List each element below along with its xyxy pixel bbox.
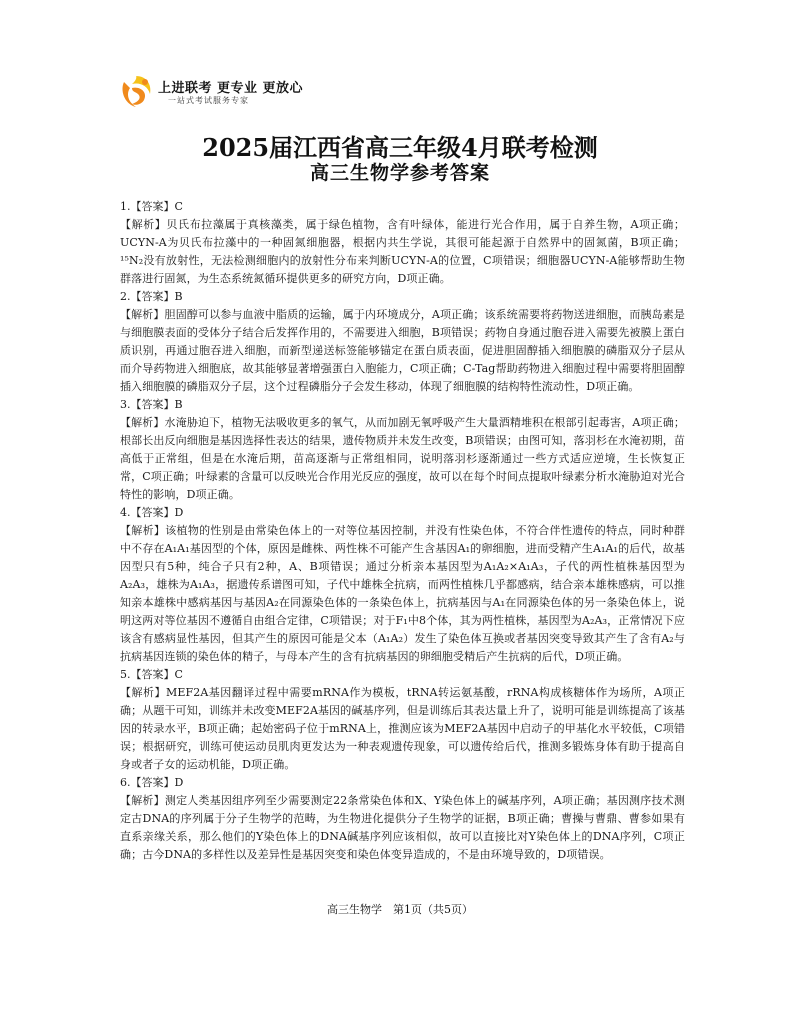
answer-analysis: 【解析】胆固醇可以参与血液中脂质的运输，属于内环境成分，A项正确；该系统需要将药物送进细胞，而胰岛素是与细胞膜表面的受体分子结合后发挥作用的，不需要进入细胞，B项错误；药物自身通过胞吞进入需要先被膜上蛋白质识别，再通过胞吞进入细胞，而新型递送标签能够锚定在蛋白质表面，促进胆固醇插入细胞膜的磷脂双分子层从而介导药物进入细胞底，故其能够显著增强蛋白入胞能力，C项正确；C-Tag帮助药物进入细胞过程中需要将胆固醇插入细胞膜的磷脂双分子层，这个过程磷脂分子会发生移动，体现了细胞膜的结构特性流动性，D项正确。 xyxy=(120,308,685,393)
answer-label: 4.【答案】D xyxy=(120,506,184,519)
answer-item-4 xyxy=(120,504,685,666)
logo-tagline: 一站式考试服务专家 xyxy=(168,96,249,105)
answer-item-3 xyxy=(120,396,685,504)
answer-label: 5.【答案】C xyxy=(120,668,183,681)
answer-label: 2.【答案】B xyxy=(120,290,183,303)
answer-list xyxy=(120,198,685,864)
answer-label: 1.【答案】C xyxy=(120,200,183,213)
page-title: 2025届江西省高三年级4月联考检测 xyxy=(202,133,598,162)
answer-label: 3.【答案】B xyxy=(120,398,183,411)
answer-item-6 xyxy=(120,774,685,864)
logo-slogan: 上进联考 更专业 更放心 xyxy=(158,81,304,96)
answer-analysis: 【解析】水淹胁迫下，植物无法吸收更多的氧气，从而加剧无氧呼吸产生大量酒精堆积在根部引起毒害，A项正确；根部长出反向细胞是基因选择性表达的结果，遗传物质并未发生改变，B项错误；由图可知，落羽杉在水淹初期，苗高低于正常组，但是在水淹后期，苗高逐渐与正常组相同，说明落羽杉逐渐通过一些方式适应逆境，生长恢复正常，C项正确；叶绿素的含量可以反映光合作用光反应的强度，故可以在每个时间点提取叶绿素分析水淹胁迫对光合特性的影响，D项正确。 xyxy=(120,416,685,501)
answer-analysis: 【解析】MEF2A基因翻译过程中需要mRNA作为模板，tRNA转运氨基酸，rRNA构成核糖体作为场所，A项正确；从题干可知，训练并未改变MEF2A基因的碱基序列，但是训练后其表达量上升了，说明可能是训练提高了该基因的转录水平，B项正确；起始密码子位于mRNA上，推测应该为MEF2A基因中启动子的甲基化水平较低，C项错误；根据研究，训练可使运动员肌肉更发达为一种表观遗传现象，可以遗传给后代，推测多锻炼身体有助于提高自身或者子女的运动机能，D项正确。 xyxy=(120,686,685,771)
answer-label: 6.【答案】D xyxy=(120,776,184,789)
answer-analysis: 【解析】贝氏布拉藻属于真核藻类，属于绿色植物，含有叶绿体，能进行光合作用，属于自养生物，A项正确；UCYN-A为贝氏布拉藻中的一种固氮细胞器，根据内共生学说，其很可能起源于自然界中的固氮菌，B项正确；¹⁵N₂没有放射性，无法检测细胞内的放射性分布来判断UCYN-A的位置，C项错误；细胞器UCYN-A能够帮助生物群落进行固氮，为生态系统氮循环提供更多的研究方向，D项正确。 xyxy=(120,218,685,285)
answer-item-5 xyxy=(120,666,685,774)
logo xyxy=(118,74,318,114)
answer-analysis: 【解析】测定人类基因组序列至少需要测定22条常染色体和X、Y染色体上的碱基序列，A项正确；基因测序技术测定古DNA的序列属于分子生物学的范畴，为生物进化提供分子生物学的证据，B项正确；曹操与曹鼎、曹参如果有直系亲缘关系，那么他们的Y染色体上的DNA碱基序列应该相似，故可以直接比对Y染色体上的DNA序列，C项正确；古今DNA的多样性以及差异性是基因突变和染色体变异造成的，不是由环境导致的，D项错误。 xyxy=(120,794,685,861)
answer-analysis: 【解析】该植物的性别是由常染色体上的一对等位基因控制，并没有性染色体，不符合伴性遗传的特点，同时种群中不存在A₁A₁基因型的个体，原因是雌株、两性株不可能产生含基因A₁的卵细胞，进而受精产生A₁A₁的后代，故基因型只有5种，纯合子只有2种，A、B项错误；通过分析亲本基因型为A₁A₂×A₁A₃，子代的两性植株基因型为A₂A₃，雄株为A₁A₃，据遗传系谱图可知，子代中雄株全抗病，而两性植株几乎都感病，结合亲本雄株感病，可以推知亲本雄株中感病基因与基因A₂在同源染色体的一条染色体上，抗病基因与A₁在同源染色体的另一条染色体上，说明这两对等位基因不遵循自由组合定律，C项错误；对于F₁中8个体，其为两性植株，基因型为A₂A₃，正常情况下应该含有感病显性基因，但其产生的原因可能是父本（A₁A₂）发生了染色体互换或者基因突变导致其产生了含有A₂与抗病基因连锁的染色体的精子，与母本产生的含有抗病基因的卵细胞受精后产生抗病的后代，D项正确。 xyxy=(120,524,685,663)
answer-item-2 xyxy=(120,288,685,396)
logo-mark-icon xyxy=(118,74,154,110)
page-footer: 高三生物学 第1页（共5页） xyxy=(327,903,473,916)
page-subtitle: 高三生物学参考答案 xyxy=(309,162,490,184)
answer-item-1 xyxy=(120,198,685,288)
